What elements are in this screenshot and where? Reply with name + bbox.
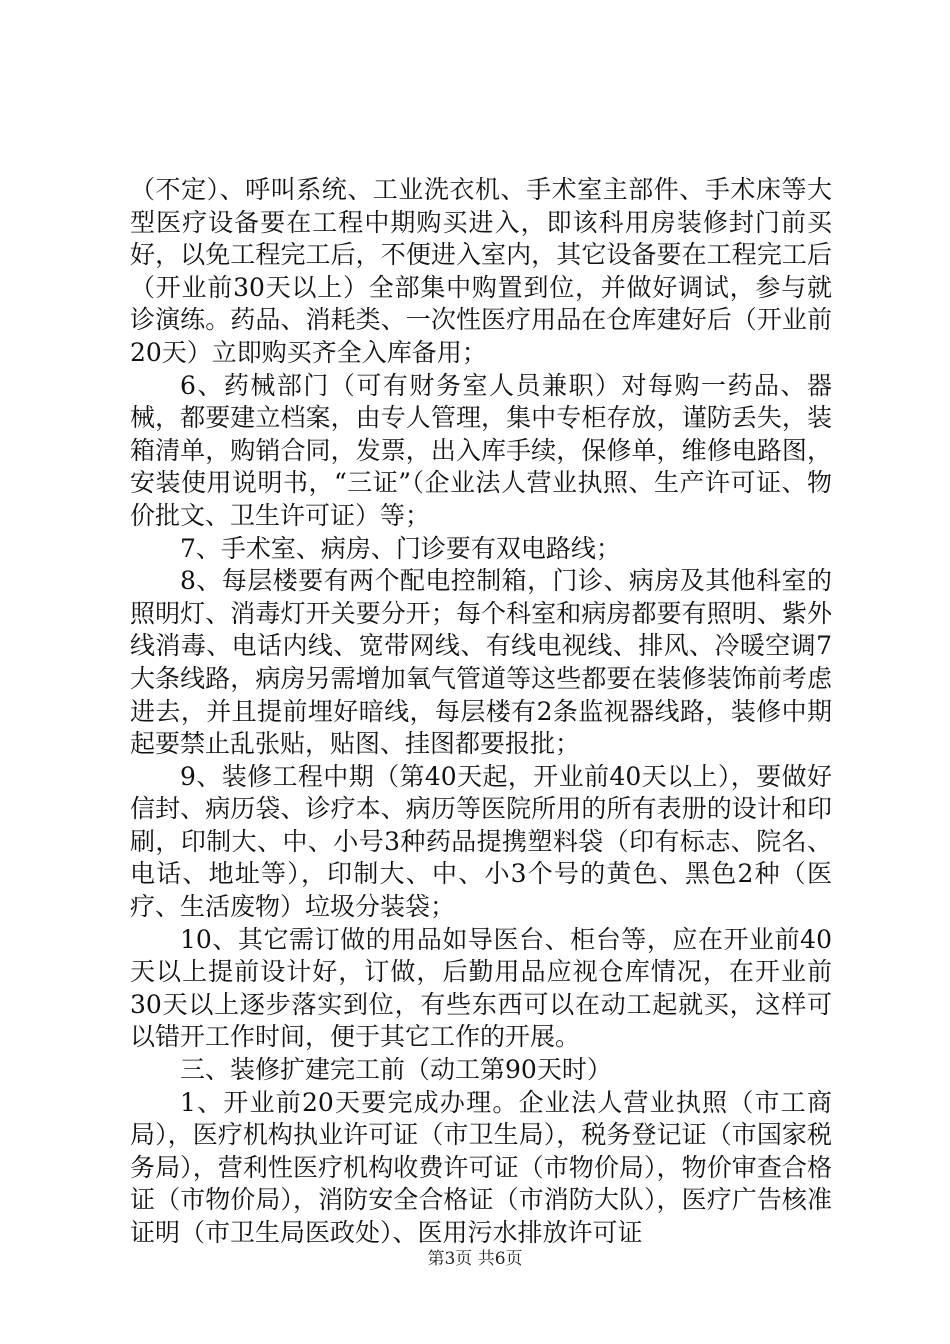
document-body: [130, 174, 832, 1250]
paragraph-4: 8、每层楼要有两个配电控制箱，门诊、病房及其他科室的照明灯、消毒灯开关要分开；每个科室和病房都要有照明、紫外线消毒、电话内线、宽带网线、有线电视线、排风、冷暖空调7大条线路，病房另需增加氧气管道等这些都要在装修装饰前考虑进去，并且提前埋好暗线，每层楼有2条监视器线路，装修中期起要禁止乱张贴，贴图、挂图都要报批；: [130, 566, 832, 759]
paragraph-3: 7、手术室、病房、门诊要有双电路线；: [180, 533, 621, 563]
paragraph-2: 6、药械部门（可有财务室人员兼职）对每购一药品、器械，都要建立档案，由专人管理，集中专柜存放，谨防丢失，装箱清单，购销合同，发票，出入库手续，保修单，维修电路图，安装使用说明书，“三证”（企业法人营业执照、生产许可证、物价批文、卫生许可证）等；: [130, 370, 832, 530]
paragraph-5: 9、装修工程中期（第40天起，开业前40天以上），要做好信封、病历袋、诊疗本、病历等医院所用的所有表册的设计和印刷，印制大、中、小号3种药品提携塑料袋（印有标志、院名、电话、地址等），印制大、中、小3个号的黄色、黑色2种（医疗、生活废物）垃圾分装袋；: [130, 761, 832, 922]
paragraph-7: 1、开业前20天要完成办理。企业法人营业执照（市工商局），医疗机构执业许可证（市卫生局），税务登记证（市国家税务局），营利性医疗机构收费许可证（市物价局），物价审查合格证（市物价局），消防安全合格证（市消防大队），医疗广告核准证明（市卫生局医政处）、医用污水排放许可证: [130, 1087, 832, 1247]
paragraph-1: （不定）、呼叫系统、工业洗衣机、手术室主部件、手术床等大型医疗设备要在工程中期购买进入，即该科用房装修封门前买好，以免工程完工后，不便进入室内，其它设备要在工程完工后（开业前30天以上）全部集中购置到位，并做好调试，参与就诊演练。药品、消耗类、一次性医疗用品在仓库建好后（开业前20天）立即购买齐全入库备用；: [130, 175, 832, 367]
section-heading: 三、装修扩建完工前（动工第90天时）: [180, 1055, 612, 1085]
paragraph-6: 10、其它需订做的用品如导医台、柜台等，应在开业前40天以上提前设计好，订做，后勤用品应视仓库情况，在开业前30天以上逐步落实到位，有些东西可以在动工起就买，这样可以错开工作时间，便于其它工作的开展。: [130, 924, 832, 1052]
page-number-footer: 第3页 共6页: [427, 1249, 523, 1269]
